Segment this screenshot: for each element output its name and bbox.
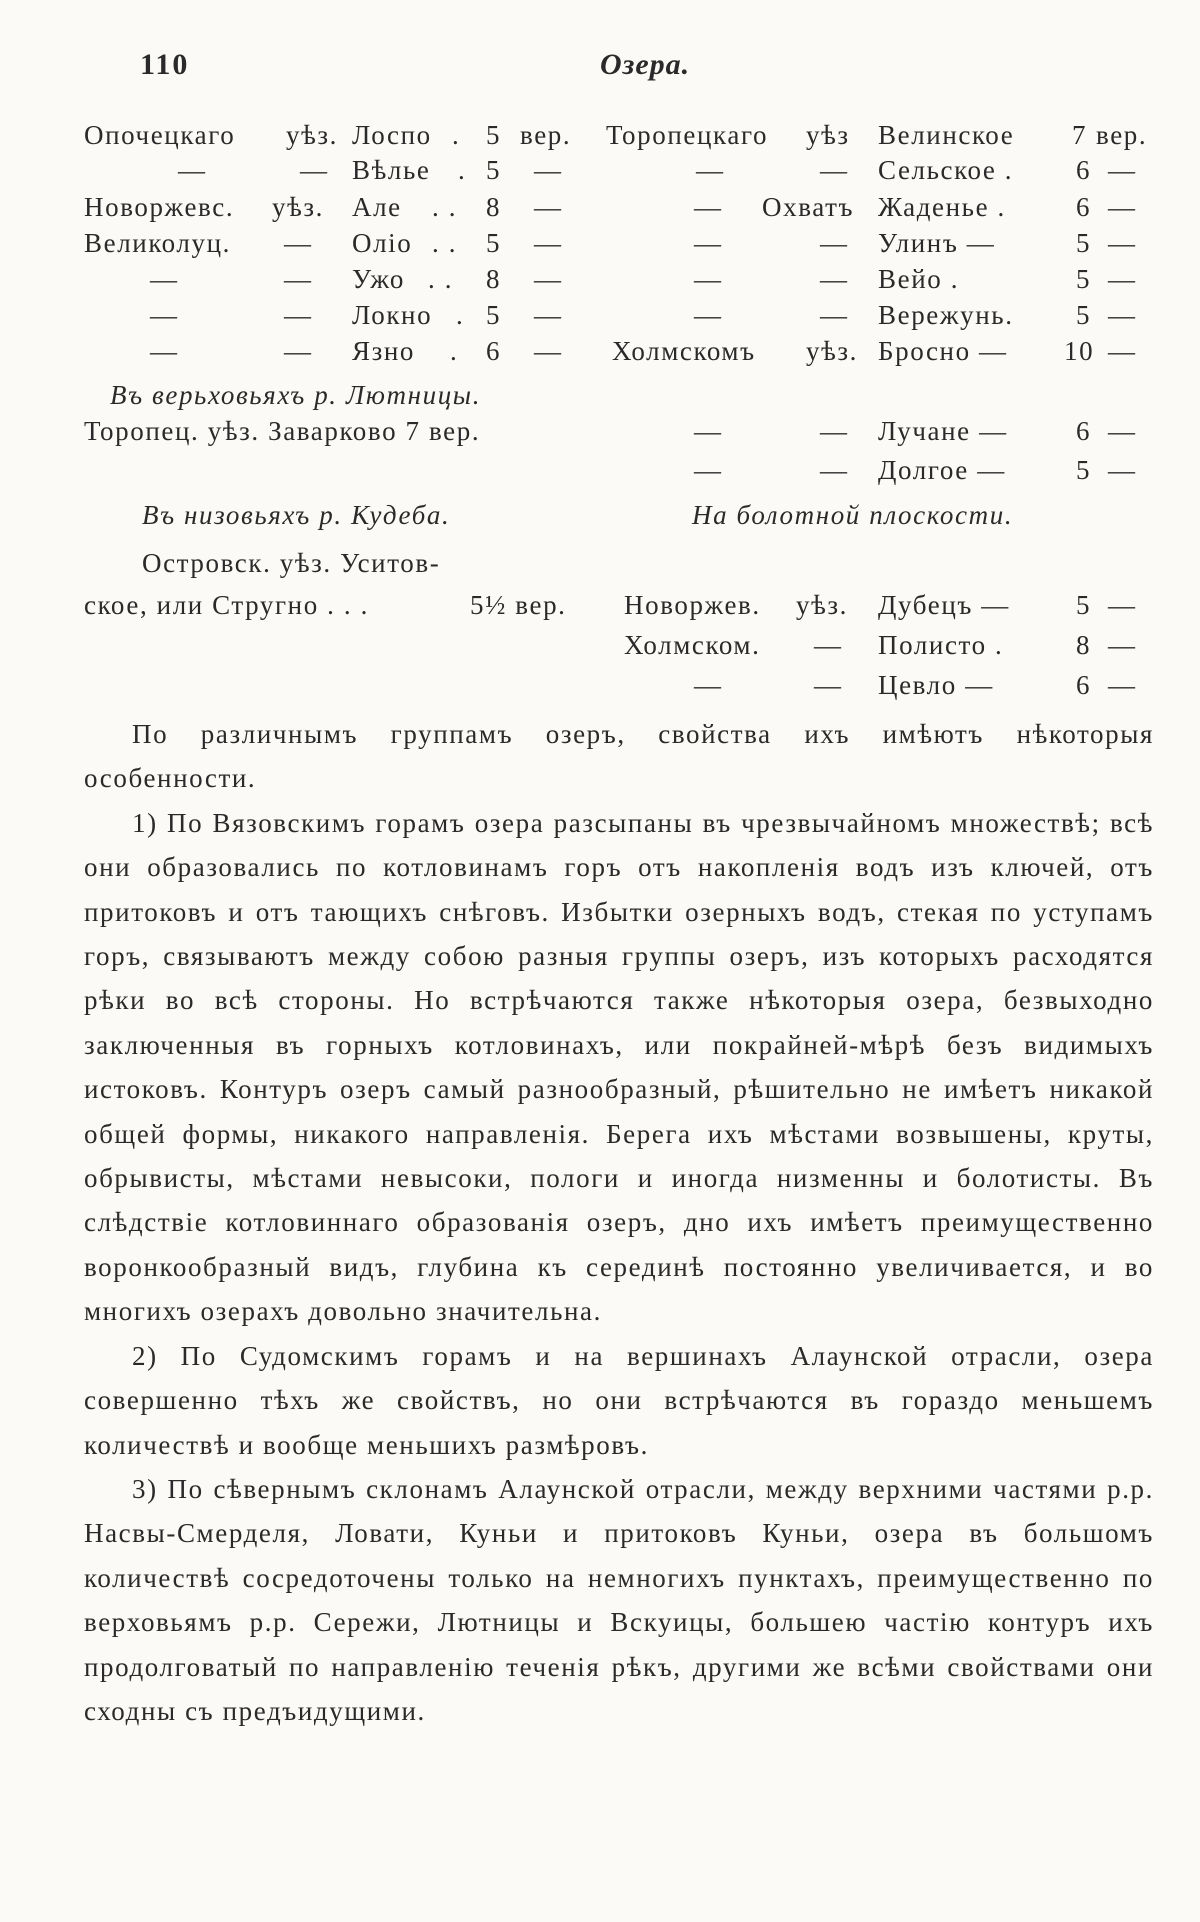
distance: 6 xyxy=(1076,670,1092,700)
table-row xyxy=(0,670,1200,706)
table-row xyxy=(0,264,1200,300)
distance: 5 xyxy=(486,155,502,185)
lake-name: Язно xyxy=(352,336,416,366)
distance: 8 xyxy=(486,264,502,294)
distance: 5 xyxy=(1076,590,1092,620)
distance: 8 xyxy=(486,192,502,222)
distance: 8 xyxy=(1076,630,1092,660)
uezd: — xyxy=(284,264,313,294)
lake-name: Вейо . xyxy=(878,264,960,294)
paragraph: 2) По Судомскимъ горамъ и на вершинахъ Алаунской отрасли, озера совершенно тѣхъ же свойствъ, но они встрѣчаются въ гораздо меньшемъ количествѣ и вообще меньшихъ размѣровъ. xyxy=(84,1340,1154,1460)
unit: — xyxy=(1108,416,1137,446)
leader-dots: . xyxy=(450,336,459,366)
lake-name: Дубецъ — xyxy=(878,590,1010,620)
distance: 5 xyxy=(486,120,502,150)
running-title: Озера. xyxy=(600,48,691,81)
unit: — xyxy=(534,300,563,330)
unit: — xyxy=(1108,264,1137,294)
district: — xyxy=(694,455,723,485)
distance: 5 xyxy=(486,228,502,258)
uezd: — xyxy=(814,630,843,660)
district: — xyxy=(150,264,179,294)
lake-name: Ужо xyxy=(352,264,406,294)
distance: 6 xyxy=(486,336,502,366)
district: — xyxy=(694,264,723,294)
unit: — xyxy=(1108,590,1137,620)
lake-name: Жаденье . xyxy=(878,192,1006,222)
unit: — xyxy=(1108,300,1137,330)
unit: — xyxy=(534,228,563,258)
kudeba-line1: Островск. уѣз. Уситов- xyxy=(142,548,441,578)
unit: вер. xyxy=(520,120,572,150)
uezd: — xyxy=(284,300,313,330)
table-row xyxy=(0,120,1200,156)
distance: 6 xyxy=(1076,416,1092,446)
lake-name: Сельское . xyxy=(878,155,1014,185)
district: — xyxy=(694,192,723,222)
district: — xyxy=(694,670,723,700)
table-row xyxy=(0,455,1200,491)
paragraph: 1) По Вязовскимъ горамъ озера разсыпаны въ чрезвычайномъ множествѣ; всѣ они образовались по котловинамъ горъ отъ накопленія водъ изъ ключей, отъ притоковъ и отъ тающихъ снѣговъ. Избытки озерныхъ водъ, стекая по уступамъ горъ, связываютъ между собою разныя группы озеръ, изъ которыхъ расходятся рѣки во всѣ стороны. Но встрѣчаются также нѣкоторыя озера, безвыходно заключенныя въ горныхъ котловинахъ, или покрайней-мѣрѣ безъ видимыхъ истоковъ. Контуръ озеръ самый разнообразный, рѣшительно не имѣетъ никакой общей формы, никакого направленія. Берега ихъ мѣстами возвышены, круты, обрывисты, мѣстами невысоки, пологи и иногда низменны и болотисты. Въ слѣдствіе котловиннаго образованія озеръ, дно ихъ имѣетъ преимущественно воронкообразный видъ, глубина къ серединѣ постоянно увеличивается, и во многихъ озерахъ довольно значительна. xyxy=(84,807,1154,1327)
unit: — xyxy=(534,155,563,185)
uezd: — xyxy=(820,264,849,294)
table-row xyxy=(0,155,1200,191)
district: — xyxy=(694,228,723,258)
distance: 5 xyxy=(486,300,502,330)
uezd: — xyxy=(300,155,329,185)
district: Новоржев. xyxy=(624,590,761,620)
lake-name: Але xyxy=(352,192,402,222)
distance: 5 xyxy=(1076,264,1092,294)
district: — xyxy=(694,416,723,446)
table-row xyxy=(0,416,1200,452)
paragraph: 3) По сѣвернымъ склонамъ Алаунской отрасли, между верхними частями р.р. Насвы-Смерделя, Ловати, Куньи и притоковъ Куньи, озера въ большомъ количествѣ сосредоточены только на немногихъ пунктахъ, преимущественно по верховьямъ р.р. Сережи, Лютницы и Вскуицы, большею частію контуръ ихъ продолговатый по направленію теченія рѣкъ, другими же всѣми свойствами они сходны съ предъидущими. xyxy=(84,1473,1154,1726)
district: — xyxy=(696,155,725,185)
lutnitsa-heading: Въ верьховьяхъ р. Лютницы. xyxy=(110,380,482,410)
table-row xyxy=(0,336,1200,372)
lake-name: Велинское xyxy=(878,120,1015,150)
unit: — xyxy=(534,336,563,366)
uezd: — xyxy=(820,300,849,330)
district: — xyxy=(694,300,723,330)
uezd: уѣз. xyxy=(806,336,858,366)
lake-name: Вережунь. xyxy=(878,300,1014,330)
leader-dots: . xyxy=(458,155,467,185)
uezd: — xyxy=(820,455,849,485)
uezd: — xyxy=(820,228,849,258)
distance: 6 xyxy=(1076,192,1092,222)
district: Торопецкаго xyxy=(606,120,769,150)
table-row xyxy=(0,630,1200,666)
uezd: уѣз. xyxy=(796,590,848,620)
paragraph: По различнымъ группамъ озеръ, свойства ихъ имѣютъ нѣкоторыя особенности. xyxy=(84,719,1154,794)
unit: — xyxy=(1108,455,1137,485)
lake-name: Олiо xyxy=(352,228,413,258)
table-row xyxy=(0,228,1200,264)
unit: — xyxy=(534,192,563,222)
leader-dots: . . xyxy=(428,264,454,294)
lake-name: Бросно — xyxy=(878,336,1008,366)
unit: — xyxy=(1108,155,1137,185)
leader-dots: . . xyxy=(432,228,458,258)
lake-name: Полисто . xyxy=(878,630,1004,660)
kudeba-distance: 5½ вер. xyxy=(470,590,567,620)
table-row xyxy=(0,548,1200,584)
body-text xyxy=(84,712,1154,1733)
district: — xyxy=(178,155,207,185)
lake-name: Долгое — xyxy=(878,455,1006,485)
district: Опочецкаго xyxy=(84,120,236,150)
district: — xyxy=(150,300,179,330)
lake-name: Вѣлье xyxy=(352,155,431,185)
section-heading xyxy=(0,380,1200,416)
unit: — xyxy=(1108,336,1137,366)
unit: вер. xyxy=(1096,120,1148,150)
distance: 5 xyxy=(1076,228,1092,258)
uezd: — xyxy=(814,670,843,700)
district: Холмском. xyxy=(624,630,761,660)
distance: 6 xyxy=(1076,155,1092,185)
district: Новоржевс. xyxy=(84,192,235,222)
unit: — xyxy=(1108,228,1137,258)
uezd: — xyxy=(820,416,849,446)
uezd: уѣз xyxy=(806,120,850,150)
distance: 5 xyxy=(1076,300,1092,330)
uezd: Охватъ xyxy=(762,192,855,222)
uezd: — xyxy=(284,336,313,366)
unit: — xyxy=(1108,670,1137,700)
section-heading xyxy=(0,500,1200,536)
district: Холмскомъ xyxy=(612,336,756,366)
unit: — xyxy=(1108,630,1137,660)
plain-heading: На болотной плоскости. xyxy=(692,500,1014,530)
distance: 5 xyxy=(1076,455,1092,485)
unit: — xyxy=(534,264,563,294)
table-row xyxy=(0,300,1200,336)
uezd: уѣз. xyxy=(286,120,338,150)
lake-name: Лоспо xyxy=(352,120,432,150)
lake-name: Улинъ — xyxy=(878,228,996,258)
table-row xyxy=(0,590,1200,626)
lutnitsa-line: Торопец. уѣз. Заварково 7 вер. xyxy=(84,416,481,446)
lake-name: Цевло — xyxy=(878,670,994,700)
unit: — xyxy=(1108,192,1137,222)
distance: 7 xyxy=(1072,120,1088,150)
district: — xyxy=(150,336,179,366)
uezd: — xyxy=(820,155,849,185)
lake-name: Локно xyxy=(352,300,433,330)
leader-dots: . xyxy=(456,300,465,330)
uezd: уѣз. xyxy=(272,192,324,222)
leader-dots: . . xyxy=(432,192,458,222)
kudeba-line2: ское, или Стругно . . . xyxy=(84,590,369,620)
distance: 10 xyxy=(1064,336,1095,366)
page-number: 110 xyxy=(140,48,190,81)
leader-dots: . xyxy=(452,120,461,150)
uezd: — xyxy=(284,228,313,258)
district: Великолуц. xyxy=(84,228,231,258)
page-header xyxy=(0,48,1200,88)
table-row xyxy=(0,192,1200,228)
kudeba-heading: Въ низовьяхъ р. Кудеба. xyxy=(142,500,451,530)
lake-name: Лучане — xyxy=(878,416,1008,446)
